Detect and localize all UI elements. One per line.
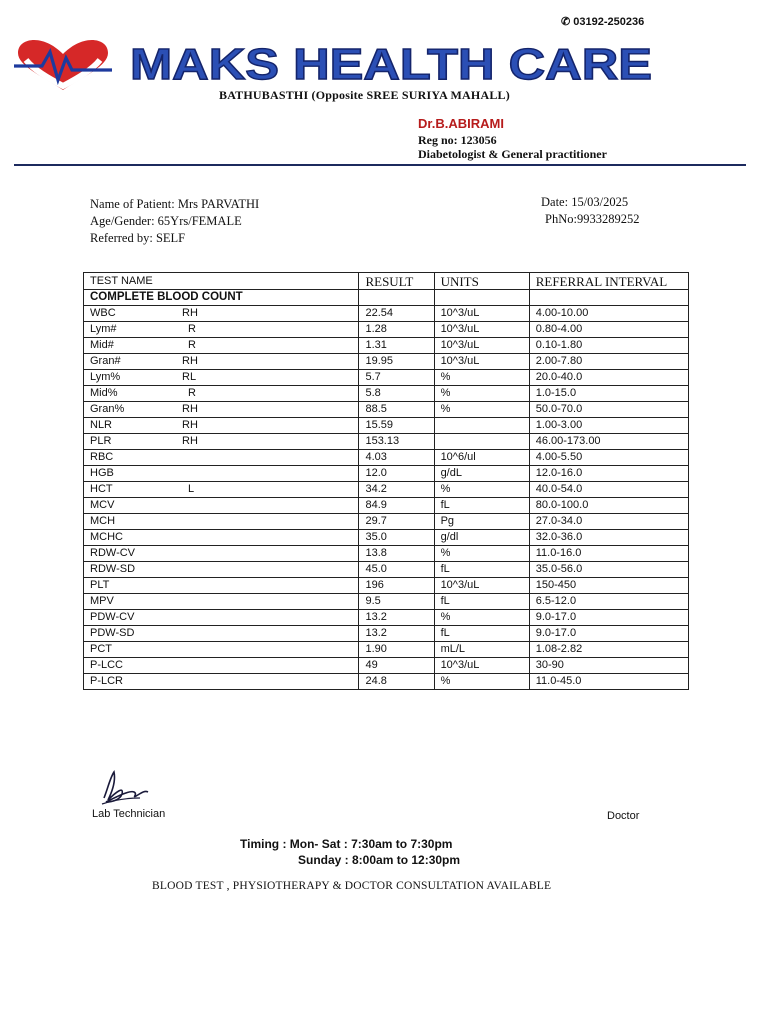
test-name-cell (84, 450, 359, 466)
timing-sunday: Sunday : 8:00am to 12:30pm (298, 853, 461, 867)
reference-range: 1.0-15.0 (529, 386, 688, 402)
result-value: 196 (359, 578, 434, 594)
test-name-cell (84, 578, 359, 594)
result-units (434, 418, 529, 434)
result-value: 19.95 (359, 354, 434, 370)
lab-technician-label: Lab Technician (92, 808, 166, 820)
test-name-cell (84, 594, 359, 610)
table-row (84, 546, 689, 562)
reference-range: 50.0-70.0 (529, 402, 688, 418)
result-units: 10^3/uL (434, 578, 529, 594)
result-units: 10^3/uL (434, 354, 529, 370)
result-value: 34.2 (359, 482, 434, 498)
table-row (84, 562, 689, 578)
test-name: MCV (90, 499, 115, 511)
result-value: 22.54 (359, 306, 434, 322)
result-units: % (434, 386, 529, 402)
header-referral-interval: REFERRAL INTERVAL (529, 273, 688, 290)
result-value: 13.8 (359, 546, 434, 562)
table-row (84, 338, 689, 354)
reference-range: 11.0-16.0 (529, 546, 688, 562)
test-name: MCH (90, 515, 116, 527)
table-row (84, 322, 689, 338)
reference-range: 6.5-12.0 (529, 594, 688, 610)
test-name-cell (84, 338, 359, 354)
result-value: 49 (359, 658, 434, 674)
doctor-name: Dr.B.ABIRAMI (418, 116, 504, 131)
table-row (84, 610, 689, 626)
reference-range: 20.0-40.0 (529, 370, 688, 386)
test-name-cell (84, 402, 359, 418)
table-header-row (84, 273, 689, 290)
result-value: 1.31 (359, 338, 434, 354)
timing-weekdays: Timing : Mon- Sat : 7:30am to 7:30pm (240, 837, 453, 851)
reference-range: 46.00-173.00 (529, 434, 688, 450)
test-name-cell (84, 418, 359, 434)
test-name-cell (84, 610, 359, 626)
result-value: 15.59 (359, 418, 434, 434)
result-flag: RL (182, 371, 197, 383)
test-name-cell (84, 530, 359, 546)
result-units: fL (434, 562, 529, 578)
result-units: fL (434, 594, 529, 610)
result-flag: R (188, 387, 196, 399)
test-name-cell (84, 674, 359, 690)
section-title: COMPLETE BLOOD COUNT (84, 290, 359, 306)
result-value: 5.8 (359, 386, 434, 402)
test-name: RBC (90, 451, 114, 463)
header-result: RESULT (359, 273, 434, 290)
table-row (84, 450, 689, 466)
result-value: 5.7 (359, 370, 434, 386)
result-value: 24.8 (359, 674, 434, 690)
test-name: Lym% (90, 371, 121, 383)
table-row (84, 466, 689, 482)
result-units: Pg (434, 514, 529, 530)
table-row (84, 530, 689, 546)
empty-cell (434, 290, 529, 306)
test-name: NLR (90, 419, 113, 431)
test-name-cell (84, 562, 359, 578)
reference-range: 32.0-36.0 (529, 530, 688, 546)
test-name: WBC (90, 307, 116, 319)
table-row (84, 626, 689, 642)
reference-range: 30-90 (529, 658, 688, 674)
test-name-cell (84, 626, 359, 642)
result-units: % (434, 402, 529, 418)
test-name-cell (84, 354, 359, 370)
test-name-cell (84, 306, 359, 322)
reference-range: 0.80-4.00 (529, 322, 688, 338)
reference-range: 35.0-56.0 (529, 562, 688, 578)
patient-referred-by: Referred by: SELF (90, 231, 186, 245)
test-name: P-LCC (90, 659, 124, 671)
clinic-name (126, 38, 656, 90)
result-value: 4.03 (359, 450, 434, 466)
result-value: 13.2 (359, 610, 434, 626)
registration-number: Reg no: 123056 (418, 133, 497, 147)
result-units: % (434, 674, 529, 690)
reference-range: 80.0-100.0 (529, 498, 688, 514)
header-divider (14, 164, 746, 166)
result-units: % (434, 546, 529, 562)
test-name-cell (84, 658, 359, 674)
patient-phone: PhNo:9933289252 (545, 212, 640, 226)
test-name: RDW-CV (90, 547, 136, 559)
reference-range: 27.0-34.0 (529, 514, 688, 530)
test-name-cell (84, 386, 359, 402)
result-value: 84.9 (359, 498, 434, 514)
table-row (84, 386, 689, 402)
table-row (84, 354, 689, 370)
result-units: 10^3/uL (434, 658, 529, 674)
lab-technician-signature (96, 768, 152, 808)
test-name-cell (84, 498, 359, 514)
result-units: % (434, 610, 529, 626)
result-value: 1.28 (359, 322, 434, 338)
test-name-cell (84, 546, 359, 562)
result-units: 10^3/uL (434, 338, 529, 354)
test-name-cell (84, 642, 359, 658)
result-units: % (434, 482, 529, 498)
result-value: 29.7 (359, 514, 434, 530)
test-name: PCT (90, 643, 112, 655)
test-name-cell (84, 514, 359, 530)
clinic-phone: ✆ 03192-250236 (561, 16, 645, 28)
reference-range: 1.00-3.00 (529, 418, 688, 434)
test-name: HGB (90, 467, 114, 479)
test-name: MPV (90, 595, 114, 607)
result-units: fL (434, 498, 529, 514)
doctor-specialization: Diabetologist & General practitioner (418, 147, 607, 161)
test-name: Gran% (90, 403, 125, 415)
clinic-name-text: MAKS HEALTH CARE (130, 40, 652, 89)
result-flag: L (188, 483, 195, 495)
result-units: fL (434, 626, 529, 642)
test-name: PLR (90, 435, 112, 447)
test-name: RDW-SD (90, 563, 136, 575)
result-value: 35.0 (359, 530, 434, 546)
table-row (84, 370, 689, 386)
empty-cell (529, 290, 688, 306)
result-flag: R (188, 323, 196, 335)
reference-range: 0.10-1.80 (529, 338, 688, 354)
test-name: PDW-SD (90, 627, 135, 639)
patient-name: Name of Patient: Mrs PARVATHI (90, 197, 260, 211)
reference-range: 4.00-5.50 (529, 450, 688, 466)
reference-range: 9.0-17.0 (529, 610, 688, 626)
cbc-results-table (83, 272, 689, 690)
result-flag: RH (182, 419, 198, 431)
test-name: Gran# (90, 355, 121, 367)
result-flag: R (188, 339, 196, 351)
empty-cell (359, 290, 434, 306)
result-units: % (434, 370, 529, 386)
test-name: Lym# (90, 323, 117, 335)
result-units: 10^3/uL (434, 322, 529, 338)
doctor-signature-label: Doctor (607, 810, 640, 822)
table-row (84, 642, 689, 658)
reference-range: 4.00-10.00 (529, 306, 688, 322)
result-units: g/dl (434, 530, 529, 546)
header-units: UNITS (434, 273, 529, 290)
table-row (84, 514, 689, 530)
result-value: 88.5 (359, 402, 434, 418)
result-flag: RH (182, 307, 198, 319)
test-name: PDW-CV (90, 611, 135, 623)
clinic-address: BATHUBASTHI (Opposite SREE SURIYA MAHALL) (219, 88, 510, 102)
table-row (84, 434, 689, 450)
table-row (84, 594, 689, 610)
table-row (84, 498, 689, 514)
result-units: g/dL (434, 466, 529, 482)
test-name: PLT (90, 579, 110, 591)
reference-range: 11.0-45.0 (529, 674, 688, 690)
patient-age-gender: Age/Gender: 65Yrs/FEMALE (90, 214, 242, 228)
test-name: HCT (90, 483, 113, 495)
test-name-cell (84, 370, 359, 386)
result-value: 9.5 (359, 594, 434, 610)
reference-range: 9.0-17.0 (529, 626, 688, 642)
test-name-cell (84, 322, 359, 338)
result-units: 10^3/uL (434, 306, 529, 322)
table-row (84, 402, 689, 418)
table-row (84, 674, 689, 690)
test-name: Mid# (90, 339, 114, 351)
reference-range: 2.00-7.80 (529, 354, 688, 370)
result-value: 13.2 (359, 626, 434, 642)
reference-range: 12.0-16.0 (529, 466, 688, 482)
services-available: BLOOD TEST , PHYSIOTHERAPY & DOCTOR CONSULTATION AVAILABLE (152, 880, 552, 892)
table-row (84, 482, 689, 498)
result-value: 45.0 (359, 562, 434, 578)
result-value: 12.0 (359, 466, 434, 482)
reference-range: 40.0-54.0 (529, 482, 688, 498)
test-name-cell (84, 466, 359, 482)
table-row (84, 578, 689, 594)
heart-pulse-logo-icon (12, 40, 114, 92)
test-name: MCHC (90, 531, 123, 543)
result-units: 10^6/ul (434, 450, 529, 466)
table-row (84, 658, 689, 674)
result-flag: RH (182, 355, 198, 367)
report-date: Date: 15/03/2025 (541, 195, 629, 209)
table-row (84, 306, 689, 322)
section-row (84, 290, 689, 306)
header-test-name: TEST NAME (84, 273, 359, 290)
result-flag: RH (182, 435, 198, 447)
test-name-cell (84, 482, 359, 498)
result-flag: RH (182, 403, 198, 415)
result-units (434, 434, 529, 450)
test-name-cell (84, 434, 359, 450)
result-value: 1.90 (359, 642, 434, 658)
table-row (84, 418, 689, 434)
reference-range: 1.08-2.82 (529, 642, 688, 658)
result-value: 153.13 (359, 434, 434, 450)
test-name: Mid% (90, 387, 118, 399)
test-name: P-LCR (90, 675, 124, 687)
reference-range: 150-450 (529, 578, 688, 594)
result-units: mL/L (434, 642, 529, 658)
